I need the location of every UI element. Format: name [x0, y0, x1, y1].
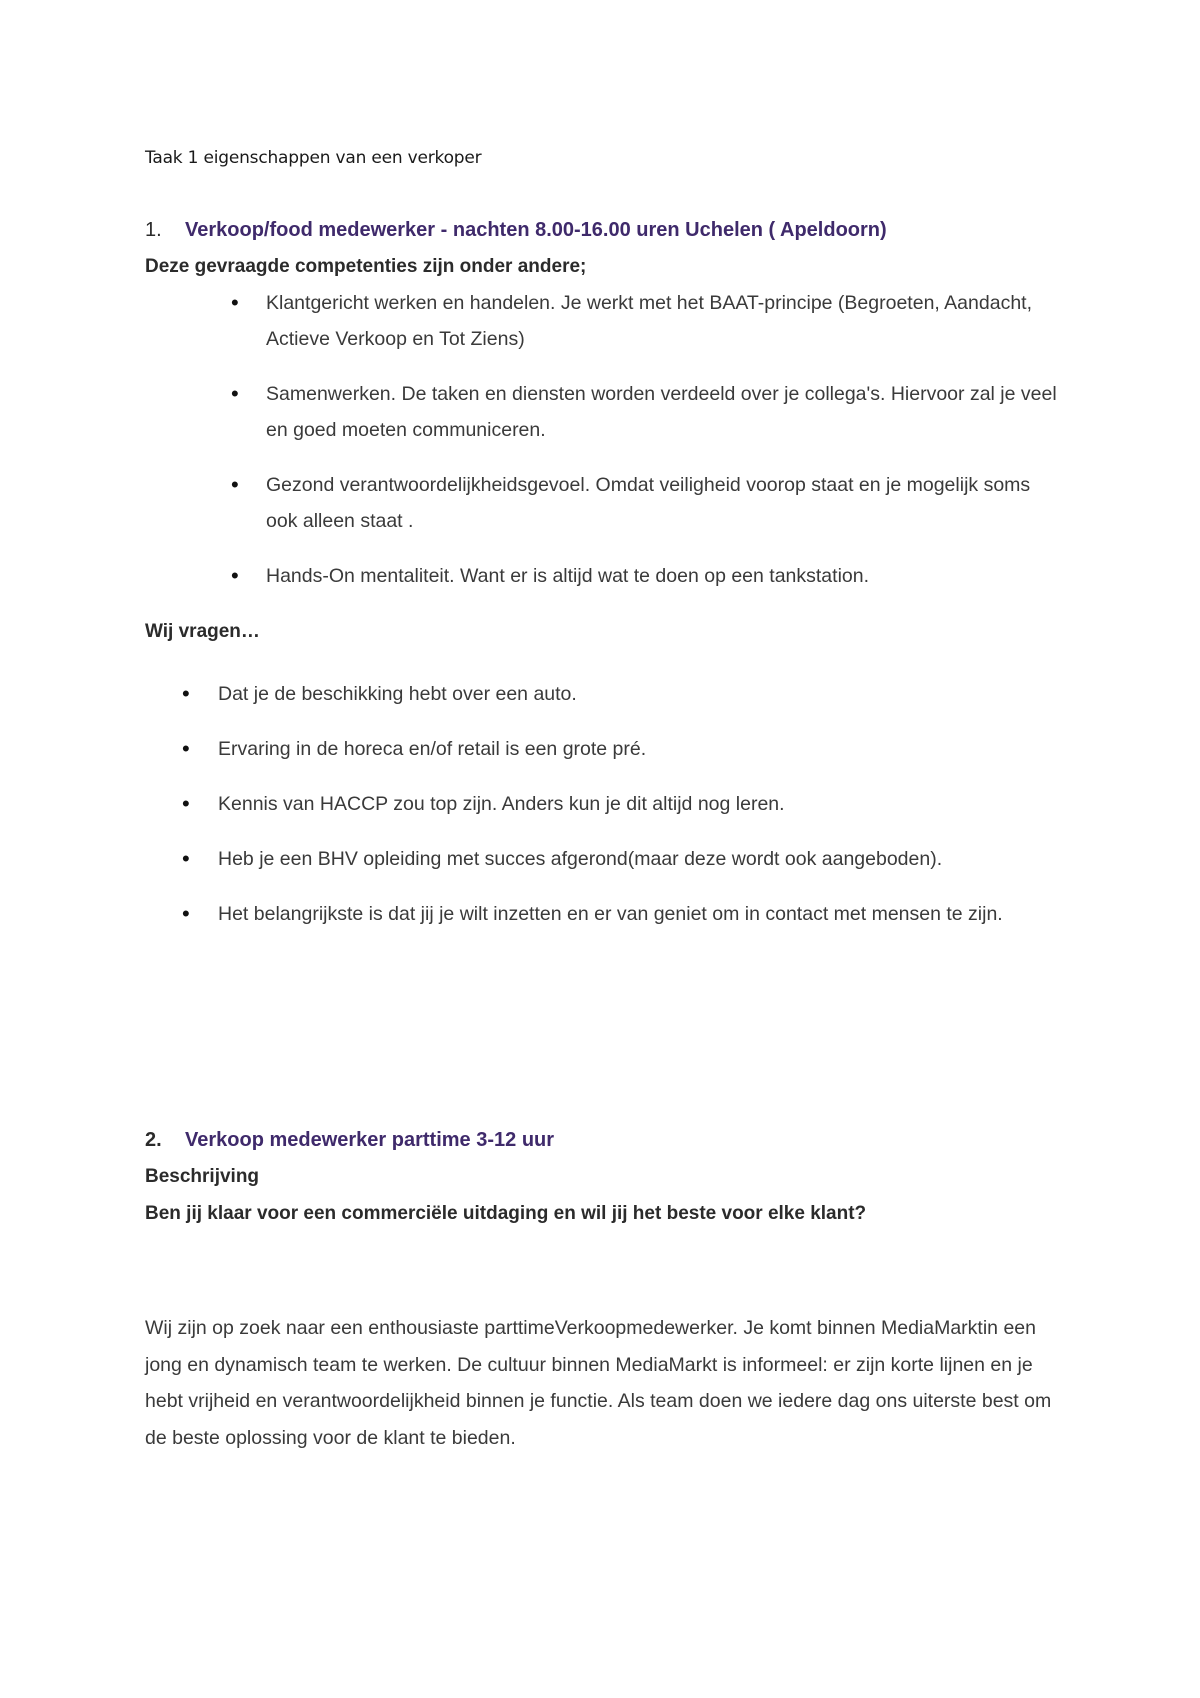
job-2-heading — [145, 1129, 554, 1152]
job-1-title: Verkoop/food medewerker - nachten 8.00-16.00 uren Uchelen ( Apeldoorn) — [185, 219, 887, 241]
bullet-icon: • — [182, 736, 190, 761]
list-item: • Het belangrijkste is dat jij je wilt inzetten en er van geniet om in contact met mensen te zijn. — [218, 896, 1068, 932]
job-2-paragraph: Wij zijn op zoek naar een enthousiaste parttimeVerkoopmedewerker. Je komt binnen MediaMarktin een jong en dynamisch team te werken. De cultuur binnen MediaMarkt is informeel: er zijn korte lijnen en je hebt vrijheid en verantwoordelijkheid binnen je functie. Als team doen we iedere dag ons uiterste best om de beste oplossing voor de klant te bieden. — [145, 1317, 1052, 1449]
bullet-icon: • — [182, 846, 190, 871]
bullet-icon: • — [182, 901, 190, 926]
list-item: • Klantgericht werken en handelen. Je werkt met het BAAT-principe (Begroeten, Aandacht, Actieve Verkoop en Tot Ziens) — [266, 285, 1066, 357]
list-item: • Dat je de beschikking hebt over een auto. — [218, 676, 1068, 712]
job-1-number: 1. — [145, 219, 162, 241]
bullet-icon: • — [231, 472, 239, 497]
description-label: Beschrijving — [145, 1166, 260, 1187]
job-2-tagline: Ben jij klaar voor een commerciële uitdaging en wil jij het beste voor elke klant? — [145, 1203, 867, 1224]
list-item: • Heb je een BHV opleiding met succes afgerond(maar deze wordt ook aangeboden). — [218, 841, 1068, 877]
bullet-icon: • — [231, 290, 239, 315]
list-item: • Kennis van HACCP zou top zijn. Anders kun je dit altijd nog leren. — [218, 786, 1068, 822]
bullet-icon: • — [231, 381, 239, 406]
list-item: • Ervaring in de horeca en/of retail is een grote pré. — [218, 731, 1068, 767]
bullet-icon: • — [182, 791, 190, 816]
job-2-number: 2. — [145, 1129, 162, 1151]
list-item: • Gezond verantwoordelijkheidsgevoel. Omdat veiligheid voorop staat en je mogelijk soms ook alleen staat . — [266, 467, 1066, 539]
bullet-icon: • — [182, 681, 190, 706]
bullet-icon: • — [231, 563, 239, 588]
requirements-list — [182, 676, 1068, 951]
job-2-title: Verkoop medewerker parttime 3-12 uur — [185, 1129, 555, 1151]
document-title: Taak 1 eigenschappen van een verkoper — [145, 148, 482, 168]
list-item: • Hands-On mentaliteit. Want er is altijd wat te doen op een tankstation. — [266, 558, 1066, 594]
requirements-label: Wij vragen… — [145, 621, 260, 642]
competencies-label: Deze gevraagde competenties zijn onder andere; — [145, 256, 587, 277]
job-1-heading — [145, 219, 887, 242]
competencies-list — [231, 285, 1066, 613]
list-item: • Samenwerken. De taken en diensten worden verdeeld over je collega's. Hiervoor zal je veel en goed moeten communiceren. — [266, 376, 1066, 448]
